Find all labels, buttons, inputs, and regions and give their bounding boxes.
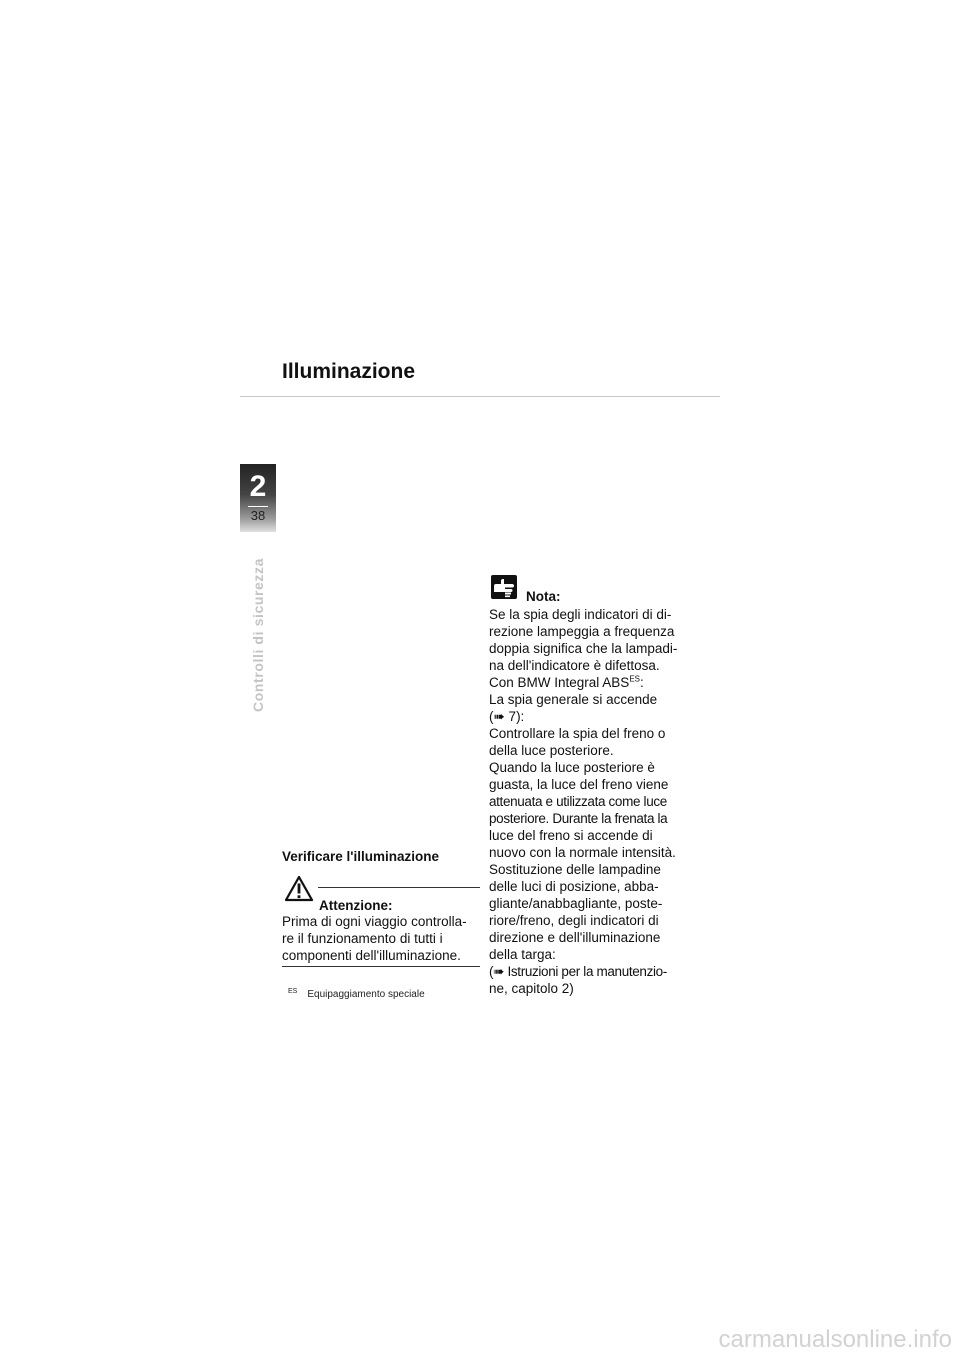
note-line: attenuata e utilizzata come luce bbox=[489, 794, 667, 809]
note-line: direzione e dell'illuminazione bbox=[489, 930, 661, 945]
watermark: carmanualsonline.info bbox=[718, 1326, 952, 1353]
note-line: Sostituzione delle lampadine bbox=[489, 862, 661, 877]
warning-line: re il funzionamento di tutti i bbox=[282, 931, 443, 946]
note-line: Se la spia degli indicatori di di- bbox=[489, 607, 672, 622]
note-line: Controllare la spia del freno o bbox=[489, 726, 666, 741]
warning-bottom-rule bbox=[282, 966, 480, 967]
page-title: Illuminazione bbox=[282, 360, 416, 383]
note-text bbox=[489, 606, 699, 997]
note-line: della targa: bbox=[489, 947, 556, 962]
note-line: gliante/anabbagliante, poste- bbox=[489, 896, 663, 911]
note-line: ne, capitolo 2) bbox=[489, 981, 574, 996]
footnote-marker: ES bbox=[288, 988, 298, 995]
note-line: riore/freno, degli indicatori di bbox=[489, 913, 659, 928]
chapter-divider bbox=[248, 506, 268, 507]
note-line: delle luci di posizione, abba- bbox=[489, 879, 659, 894]
warning-line: Prima di ogni viaggio controlla- bbox=[282, 914, 467, 929]
warning-top-rule bbox=[318, 887, 480, 888]
note-line: posteriore. Durante la frenata la bbox=[489, 811, 668, 826]
note-title: Nota: bbox=[526, 589, 561, 604]
note-line-abs bbox=[489, 674, 699, 691]
note-abs-superscript: ES bbox=[629, 674, 640, 684]
side-section-label: Controlli di sicurezza bbox=[250, 558, 266, 712]
note-abs-suffix: : bbox=[639, 675, 644, 690]
note-line: (➠ Istruzioni per la manutenzio- bbox=[489, 964, 667, 979]
note-line: luce del freno si accende di bbox=[489, 828, 653, 843]
page-number: 38 bbox=[250, 508, 266, 523]
note-line: nuovo con la normale intensità. bbox=[489, 845, 676, 860]
warning-triangle-icon bbox=[284, 875, 314, 902]
warning-title: Attenzione: bbox=[319, 898, 393, 913]
note-line: (➠ 7): bbox=[489, 709, 525, 724]
section-heading: Verificare l'illuminazione bbox=[282, 849, 440, 864]
note-line: guasta, la luce del freno viene bbox=[489, 777, 669, 792]
note-hand-icon bbox=[490, 574, 518, 600]
note-line: doppia significa che la lampadi- bbox=[489, 641, 678, 656]
note-line: Quando la luce posteriore è bbox=[489, 760, 655, 775]
note-abs-text: Con BMW Integral ABS bbox=[489, 675, 630, 690]
warning-line: componenti dell'illuminazione. bbox=[282, 948, 461, 963]
note-line: La spia generale si accende bbox=[489, 692, 658, 707]
note-line: rezione lampeggia a frequenza bbox=[489, 624, 675, 639]
warning-text bbox=[282, 913, 482, 964]
footnote-text: Equipaggiamento speciale bbox=[307, 989, 425, 1000]
footnote bbox=[288, 988, 425, 1000]
note-line: na dell'indicatore è difettosa. bbox=[489, 658, 660, 673]
chapter-number: 2 bbox=[249, 470, 267, 503]
chapter-tab bbox=[240, 464, 276, 532]
note-line: della luce posteriore. bbox=[489, 743, 614, 758]
title-divider bbox=[240, 396, 720, 397]
